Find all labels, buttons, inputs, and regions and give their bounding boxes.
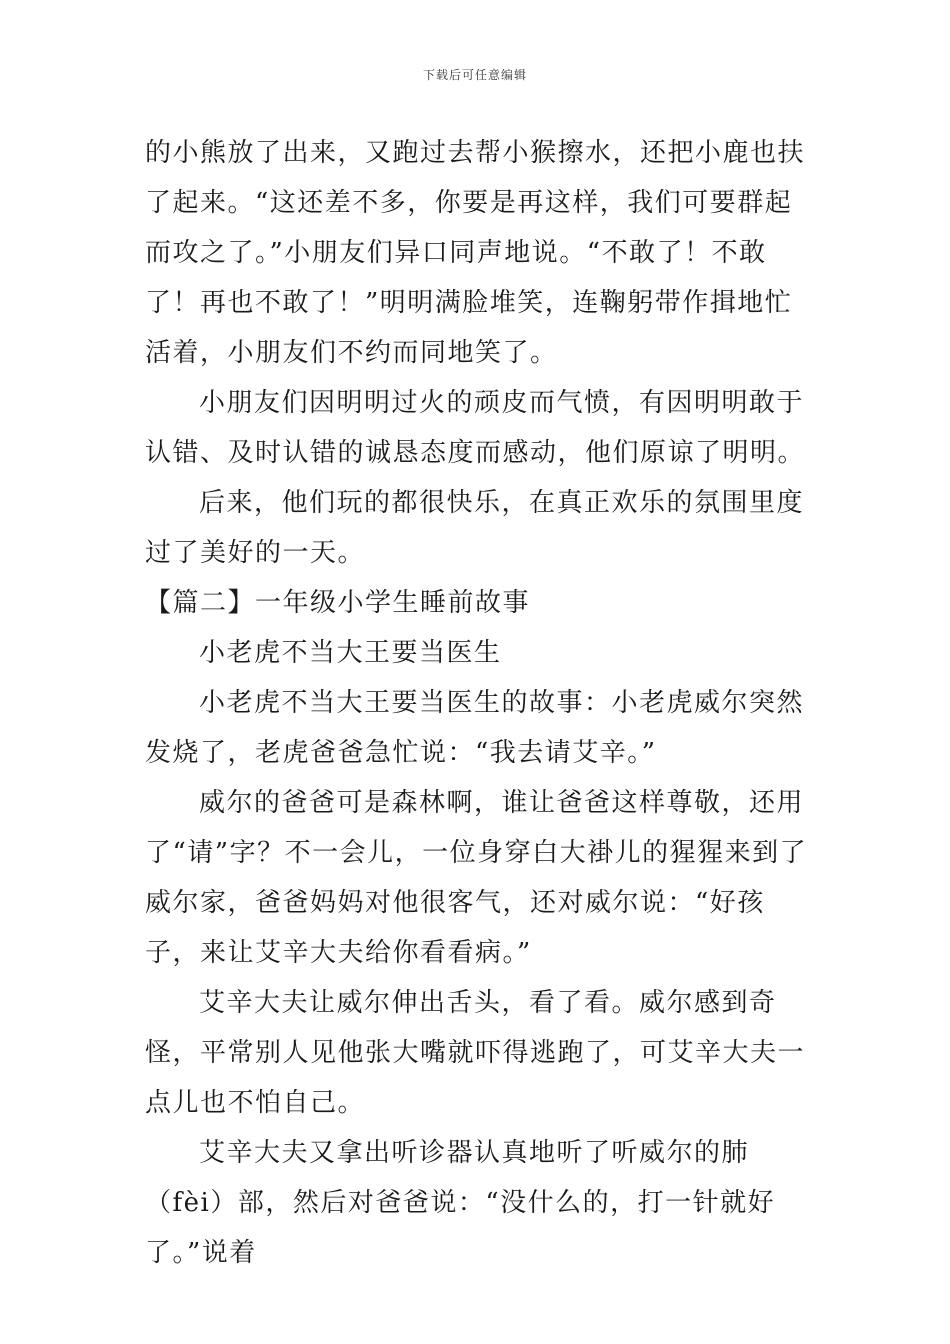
paragraph: 小老虎不当大王要当医生的故事：小老虎威尔突然发烧了，老虎爸爸急忙说：“我去请艾辛。” — [145, 688, 805, 768]
page-header: 下载后可任意编辑 — [422, 68, 527, 82]
paragraph: 小朋友们因明明过火的顽皮而气愤，有因明明敢于认错、及时认错的诚恳态度而感动，他们原谅了明明。 — [145, 388, 806, 468]
paragraph: 威尔的爸爸可是森林啊，谁让爸爸这样尊敬，还用了“请”字？不一会儿，一位身穿白大褂儿的猩猩来到了威尔家，爸爸妈妈对他很客气，还对威尔说：“好孩子，来让艾辛大夫给你看看病。” — [145, 788, 808, 968]
story-title: 小老虎不当大王要当医生 — [199, 638, 502, 668]
document-body — [145, 128, 810, 1278]
paragraph: 艾辛大夫让威尔伸出舌头，看了看。威尔感到奇怪，平常别人见他张大嘴就吓得逃跑了，可艾辛大夫一点儿也不怕自己。 — [145, 988, 806, 1118]
paragraph: 艾辛大夫又拿出听诊器认真地听了听威尔的肺（fèi）部，然后对爸爸说：“没什么的，打一针就好了。”说着 — [145, 1138, 776, 1268]
section-heading: 【篇二】一年级小学生睡前故事 — [145, 588, 531, 618]
paragraph: 后来，他们玩的都很快乐，在真正欢乐的氛围里度过了美好的一天。 — [145, 488, 805, 568]
paragraph: 的小熊放了出来，又跑过去帮小猴擦水，还把小鹿也扶了起来。“这还差不多，你要是再这样，我们可要群起而攻之了。”小朋友们异口同声地说。“不敢了！不敢了！再也不敢了！”明明满脸堆笑，连鞠躬带作揖地忙活着，小朋友们不约而同地笑了。 — [145, 138, 806, 368]
